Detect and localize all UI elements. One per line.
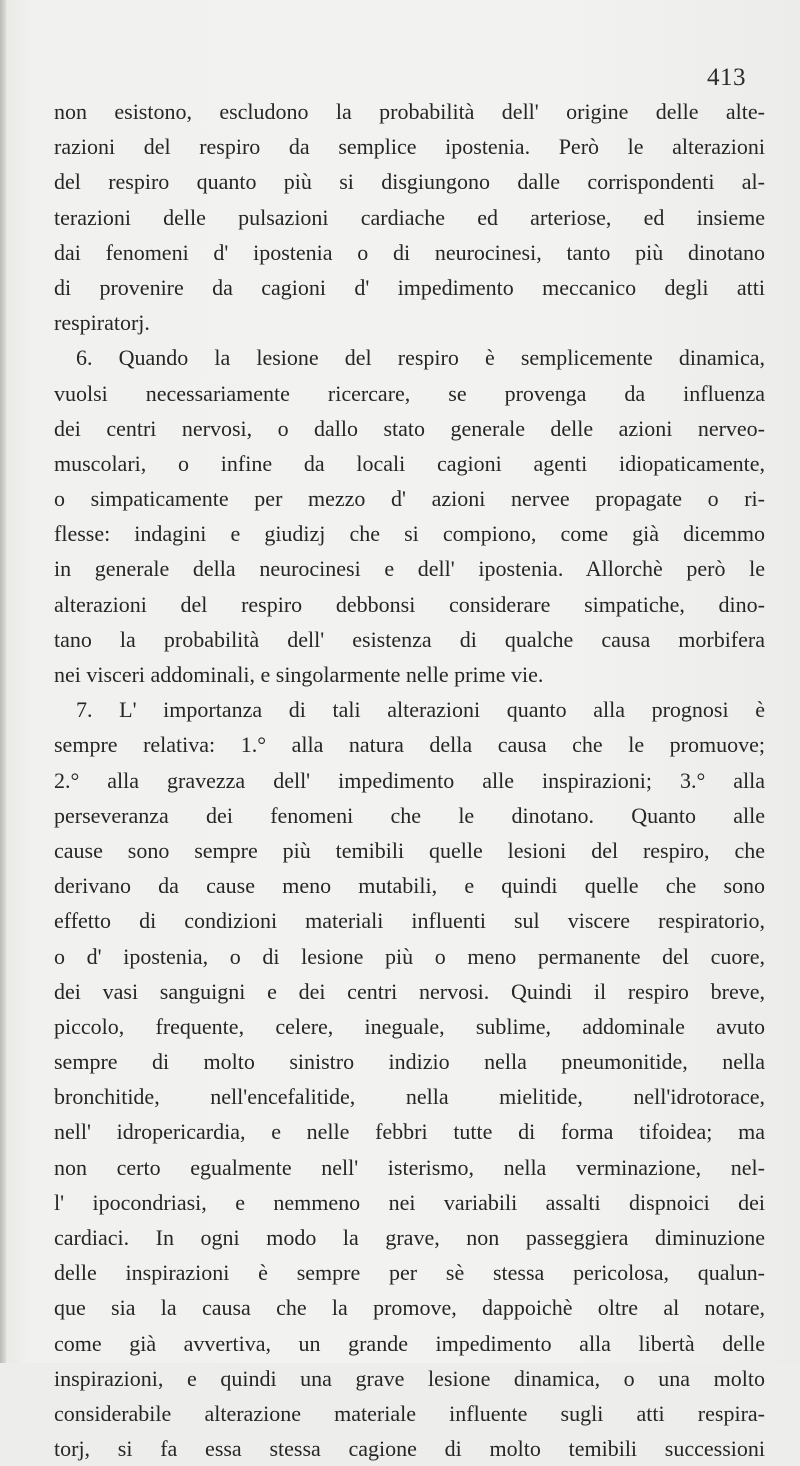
text-line-7: respiratorj. [54,310,150,336]
text-line-12: o simpaticamente per mezzo d' azioni nervee propagate o ri- [54,486,765,512]
text-line-33: cardiaci. In ogni modo la grave, non passeggiera diminuzione [54,1225,765,1250]
text-line-38: considerabile alterazione materiale influente sugli atti respira- [54,1400,765,1426]
text-line-30: nell' idropericardia, e nelle febbri tutte di forma tifoidea; ma [54,1119,765,1145]
text-line-27: piccolo, frequente, celere, ineguale, sublime, addominale avuto [54,1013,765,1039]
text-line-3: del respiro quanto più si disgiungono dalle corrispondenti al- [54,169,765,195]
text-line-10: dei centri nervosi, o dallo stato generale delle azioni nerveo- [54,415,765,441]
text-line-17: nei visceri addominali, e singolarmente nelle prime vie. [54,662,544,687]
text-line-9: vuolsi necessariamente ricercare, se provenga da influenza [54,380,765,406]
text-line-11: muscolari, o infine da locali cagioni agenti idiopaticamente, [54,450,765,476]
text-line-22: cause sono sempre più temibili quelle lesioni del respiro, che [54,837,765,863]
text-line-6: di provenire da cagioni d' impedimento meccanico degli atti [54,274,765,300]
section-7-first-line: 7. L' importanza di tali alterazioni quanto alla prognosi è [76,697,765,723]
text-line-29: bronchitide, nell'encefalitide, nella mielitide, nell'idrotorace, [54,1084,765,1110]
text-line-2: razioni del respiro da semplice ipostenia. Però le alterazioni [54,134,765,160]
text-line-35: que sia la causa che la promove, dappoichè oltre al notare, [54,1295,765,1321]
section-6-first-line: 6. Quando la lesione del respiro è semplicemente dinamica, [76,345,765,371]
text-line-37: inspirazioni, e quindi una grave lesione dinamica, o una molto [54,1365,765,1391]
text-line-21: perseveranza dei fenomeni che le dinotano. Quanto alle [54,802,765,828]
text-line-36: come già avvertiva, un grande impedimento alla libertà delle [54,1330,765,1356]
body-text [54,94,765,1466]
text-line-1: non esistono, escludono la probabilità dell' origine delle alte- [54,99,765,124]
text-line-34: delle inspirazioni è sempre per sè stessa pericolosa, qualun- [54,1260,765,1286]
text-line-31: non certo egualmente nell' isterismo, nella verminazione, nel- [54,1154,765,1180]
text-line-28: sempre di molto sinistro indizio nella pneumonitide, nella [54,1049,765,1075]
text-line-39: torj, si fa essa stessa cagione di molto temibili successioni [54,1436,765,1462]
page-gutter-shadow [0,0,6,1363]
text-line-20: 2.° alla gravezza dell' impedimento alle inspirazioni; 3.° alla [54,767,765,793]
page-number: 413 [707,64,746,91]
text-line-23: derivano da cause meno mutabili, e quindi quelle che sono [54,873,765,899]
text-line-15: alterazioni del respiro debbonsi considerare simpatiche, dino- [54,591,765,617]
text-line-4: terazioni delle pulsazioni cardiache ed arteriose, ed insieme [54,204,765,230]
text-line-26: dei vasi sanguigni e dei centri nervosi. Quindi il respiro breve, [54,978,765,1004]
text-line-25: o d' ipostenia, o di lesione più o meno permanente del cuore, [54,943,765,969]
text-line-14: in generale della neurocinesi e dell' ipostenia. Allorchè però le [54,556,765,582]
text-line-24: effetto di condizioni materiali influenti sul viscere respiratorio, [54,908,765,934]
text-line-19: sempre relativa: 1.° alla natura della causa che le promuove; [54,732,765,758]
text-line-16: tano la probabilità dell' esistenza di qualche causa morbifera [54,626,765,652]
text-line-5: dai fenomeni d' ipostenia o di neurocinesi, tanto più dinotano [54,239,765,265]
text-line-13: flesse: indagini e giudizj che si compiono, come già dicemmo [54,521,765,547]
text-line-32: l' ipocondriasi, e nemmeno nei variabili assalti dispnoici dei [54,1189,765,1215]
